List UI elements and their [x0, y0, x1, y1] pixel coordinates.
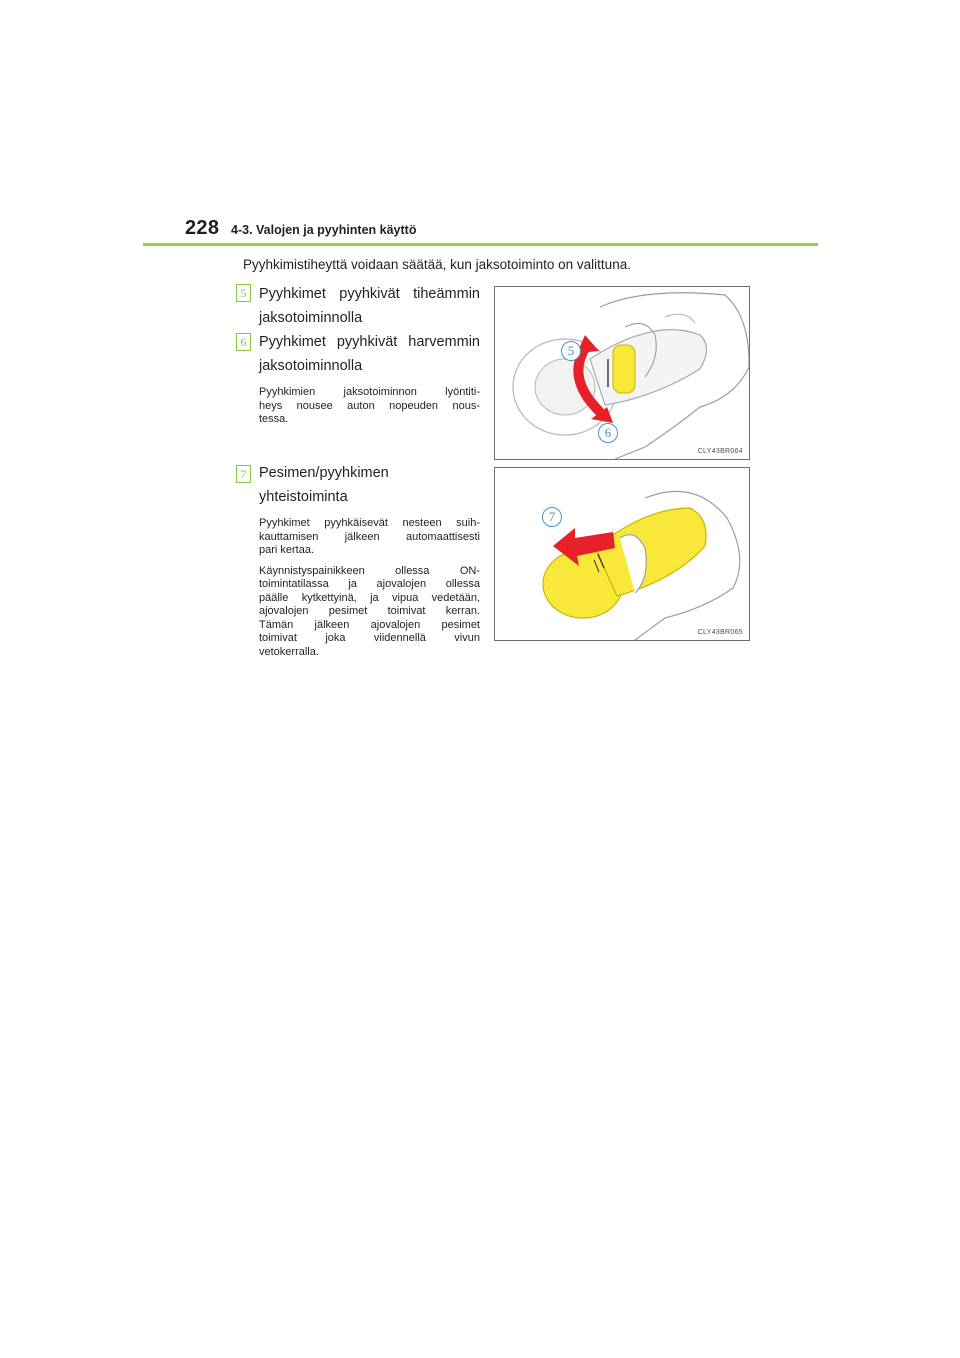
item-6-heading-line-1: Pyyhkimet pyyhkivät harvemmin [259, 334, 480, 350]
figure-wiper-frequency [494, 286, 750, 460]
item-7-note-2-line-6: toimivat joka viidennellä vivun [259, 632, 480, 644]
item-7-note-2-line-4: ajovalojen pesimet toimivat kerran. [259, 605, 480, 617]
figure-1-callout-6: 6 [598, 423, 618, 443]
item-7-note-2-line-2: toimintatilassa ja ajovalojen ollessa [259, 578, 480, 590]
item-7-note-1-line-1: Pyyhkimet pyyhkäisevät nesteen suih- [259, 517, 480, 529]
item-7-note-2-line-3: päälle kytkettyinä, ja vipua vedetään, [259, 591, 480, 604]
figure-washer-wiper [494, 467, 750, 641]
item-7-note-2 [259, 565, 480, 660]
header-divider [143, 243, 818, 246]
item-6 [259, 330, 480, 427]
item-6-note [259, 386, 480, 427]
wiper-lever-rotation-illustration [495, 287, 749, 459]
item-5-heading-line-2: jaksotoiminnolla [259, 310, 363, 326]
intro-text: Pyyhkimistiheyttä voidaan säätää, kun jaksotoiminto on valittuna. [243, 257, 631, 272]
figure-2-code: CLY43BR065 [697, 629, 743, 636]
item-7-heading-line-2: yhteistoiminta [259, 489, 348, 505]
item-7-note-2-line-1: Käynnistyspainikkeen ollessa ON- [259, 564, 480, 577]
item-marker-6: 6 [236, 333, 251, 351]
item-5 [259, 282, 480, 330]
wiper-lever-pull-illustration [495, 468, 749, 640]
item-7-note-2-line-5: Tämän jälkeen ajovalojen pesimet [259, 618, 480, 631]
item-7-note-1-line-2: kauttamisen jälkeen automaattisesti [259, 530, 480, 543]
figure-1-callout-5: 5 [561, 341, 581, 361]
item-marker-7: 7 [236, 465, 251, 483]
item-marker-5: 5 [236, 284, 251, 302]
item-6-heading-line-2: jaksotoiminnolla [259, 358, 363, 374]
item-7 [259, 461, 480, 659]
item-6-note-line-1: Pyyhkimien jaksotoiminnon lyöntiti- [259, 386, 480, 398]
item-7-note-2-line-7: vetokerralla. [259, 645, 319, 658]
item-6-note-line-3: tessa. [259, 413, 289, 425]
item-5-heading-line-1: Pyyhkimet pyyhkivät tiheämmin [259, 286, 480, 302]
item-7-note-1 [259, 517, 480, 558]
section-title: 4-3. Valojen ja pyyhinten käyttö [231, 223, 417, 237]
page-number: 228 [185, 217, 220, 239]
figure-2-callout-7: 7 [542, 507, 562, 527]
item-7-heading-line-1: Pesimen/pyyhkimen [259, 465, 389, 481]
item-6-note-line-2: heys nousee auton nopeuden nous- [259, 399, 480, 412]
figure-1-code: CLY43BR064 [697, 448, 743, 455]
item-7-note-1-line-3: pari kertaa. [259, 544, 315, 556]
